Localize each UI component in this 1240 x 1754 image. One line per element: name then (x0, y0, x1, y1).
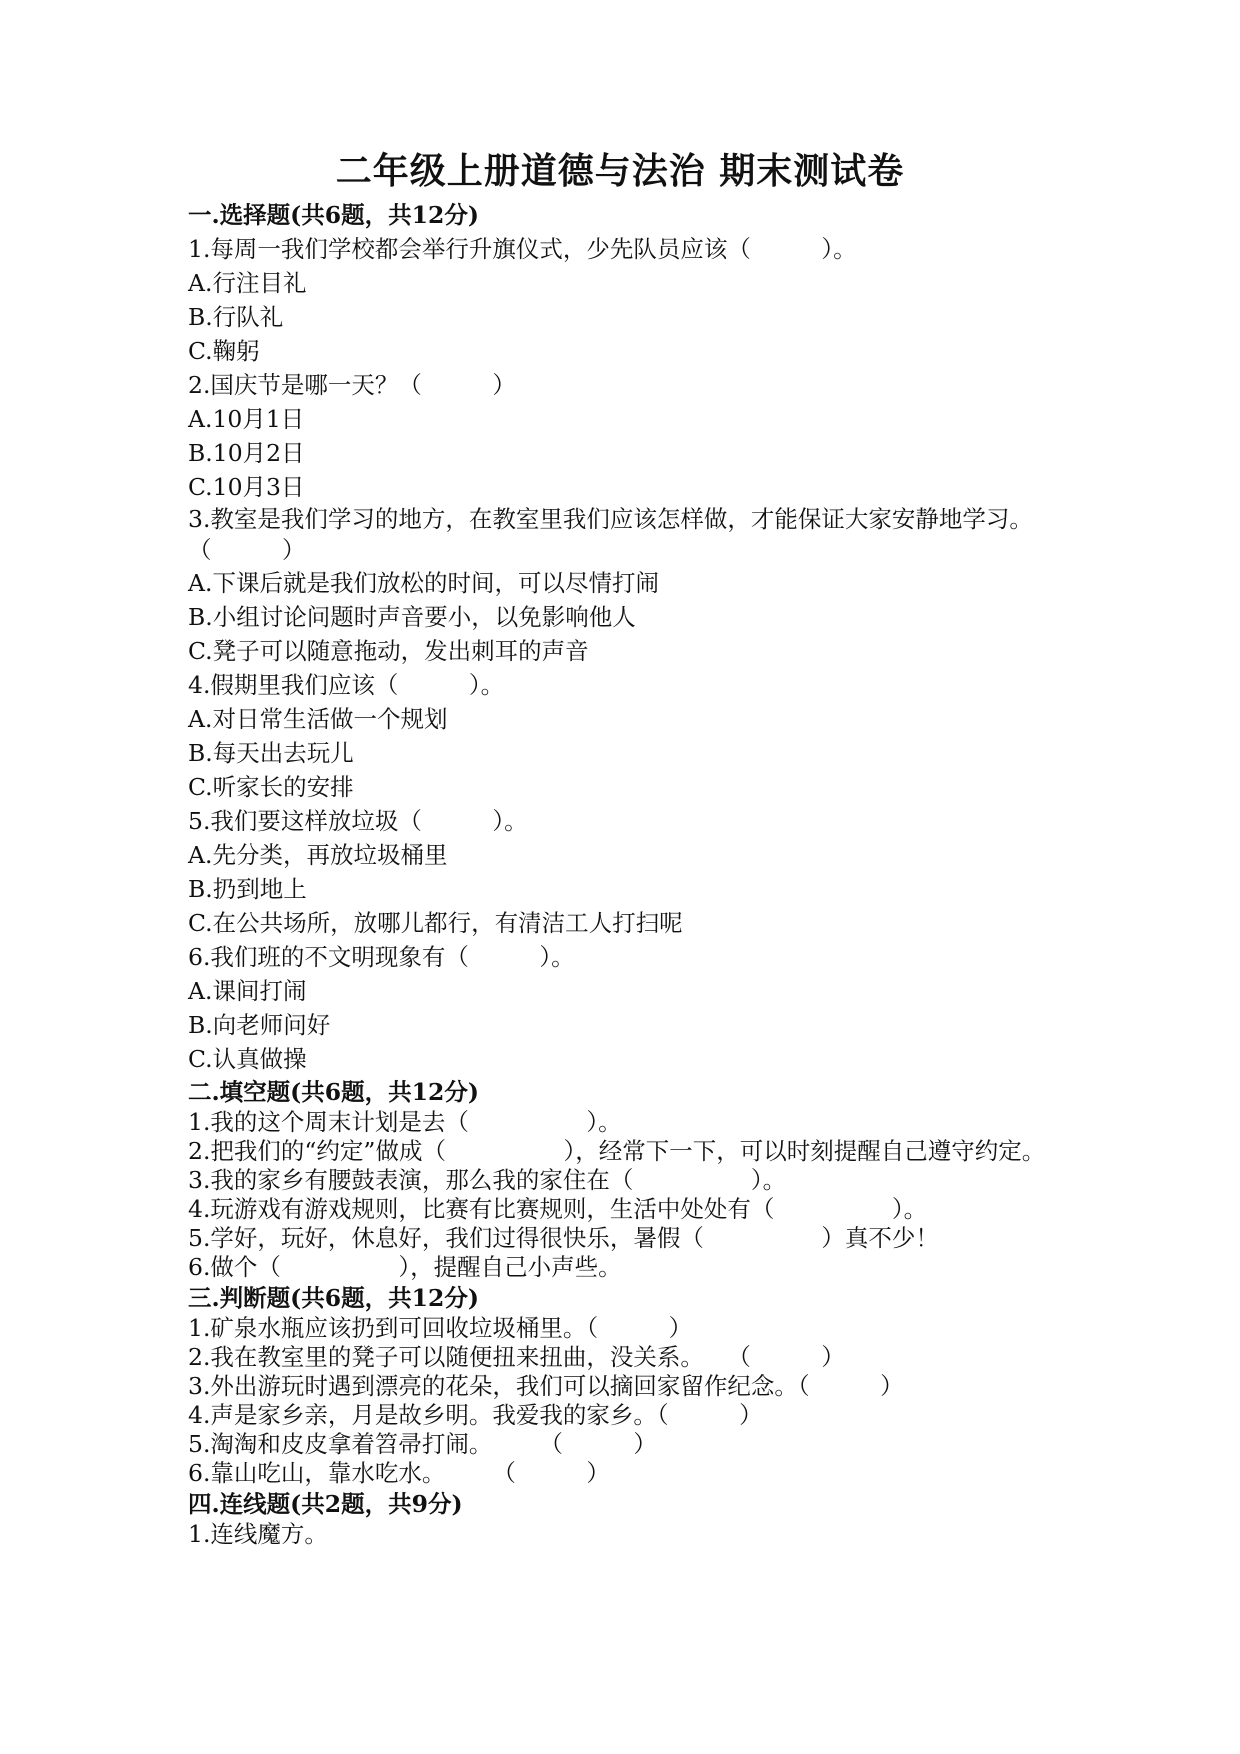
section-heading-judge: 三.判断题(共6题，共12分) (188, 1284, 479, 1312)
option-c: C.听家长的安排 (188, 773, 354, 801)
page-title: 二年级上册道德与法治 期末测试卷 (335, 150, 905, 192)
judge-item: 1.矿泉水瓶应该扔到可回收垃圾桶里。（ ） (188, 1314, 693, 1342)
option-a: A.对日常生活做一个规划 (188, 705, 448, 733)
fill-item: 4.玩游戏有游戏规则，比赛有比赛规则，生活中处处有（ ）。 (188, 1195, 928, 1223)
option-b: B.每天出去玩儿 (188, 739, 354, 767)
fill-item: 3.我的家乡有腰鼓表演，那么我的家住在（ ）。 (188, 1166, 787, 1194)
section-heading-choice: 一.选择题(共6题，共12分) (188, 201, 479, 229)
option-a: A.下课后就是我们放松的时间，可以尽情打闹 (188, 569, 659, 597)
exam-content (188, 198, 1068, 1549)
option-b: B.扔到地上 (188, 875, 307, 903)
match-item: 1.连线魔方。 (188, 1520, 328, 1548)
fill-item: 2.把我们的“约定”做成（ ），经常下一下，可以时刻提醒自己遵守约定。 (188, 1137, 1046, 1165)
option-a: A.行注目礼 (188, 269, 307, 297)
judge-item: 6.靠山吃山，靠水吃水。 （ ） (188, 1459, 610, 1487)
fill-item: 6.做个（ ），提醒自己小声些。 (188, 1253, 622, 1281)
option-b: B.小组讨论问题时声音要小，以免影响他人 (188, 603, 636, 631)
question-stem: 6.我们班的不文明现象有（ ）。 (188, 943, 575, 971)
question-stem: 2.国庆节是哪一天？（ ） (188, 371, 516, 399)
question-stem: 3.教室是我们学习的地方，在教室里我们应该怎样做，才能保证大家安静地学习。（ ） (188, 505, 1033, 564)
judge-item: 4.声是家乡亲，月是故乡明。我爱我的家乡。（ ） (188, 1401, 763, 1429)
question-stem: 1.每周一我们学校都会举行升旗仪式，少先队员应该（ ）。 (188, 235, 857, 263)
option-c: C.认真做操 (188, 1045, 307, 1073)
option-b: B.10月2日 (188, 439, 305, 467)
option-a: A.课间打闹 (188, 977, 307, 1005)
option-c: C.凳子可以随意拖动，发出刺耳的声音 (188, 637, 589, 665)
section-heading-fill: 二.填空题(共6题，共12分) (188, 1078, 479, 1106)
fill-item: 1.我的这个周末计划是去（ ）。 (188, 1108, 622, 1136)
judge-item: 5.淘淘和皮皮拿着笤帚打闹。 （ ） (188, 1430, 657, 1458)
option-c: C.鞠躬 (188, 337, 260, 365)
fill-item: 5.学好，玩好，休息好，我们过得很快乐，暑假（ ）真不少！ (188, 1224, 939, 1252)
option-c: C.在公共场所，放哪儿都行，有清洁工人打扫呢 (188, 909, 683, 937)
option-a: A.10月1日 (188, 405, 305, 433)
option-b: B.行队礼 (188, 303, 284, 331)
option-b: B.向老师问好 (188, 1011, 331, 1039)
option-a: A.先分类，再放垃圾桶里 (188, 841, 448, 869)
question-stem: 5.我们要这样放垃圾（ ）。 (188, 807, 528, 835)
judge-item: 2.我在教室里的凳子可以随便扭来扭曲，没关系。 （ ） (188, 1343, 845, 1371)
section-heading-match: 四.连线题(共2题，共9分) (188, 1490, 463, 1518)
judge-item: 3.外出游玩时遇到漂亮的花朵，我们可以摘回家留作纪念。（ ） (188, 1372, 904, 1400)
option-c: C.10月3日 (188, 473, 305, 501)
question-stem: 4.假期里我们应该（ ）。 (188, 671, 505, 699)
